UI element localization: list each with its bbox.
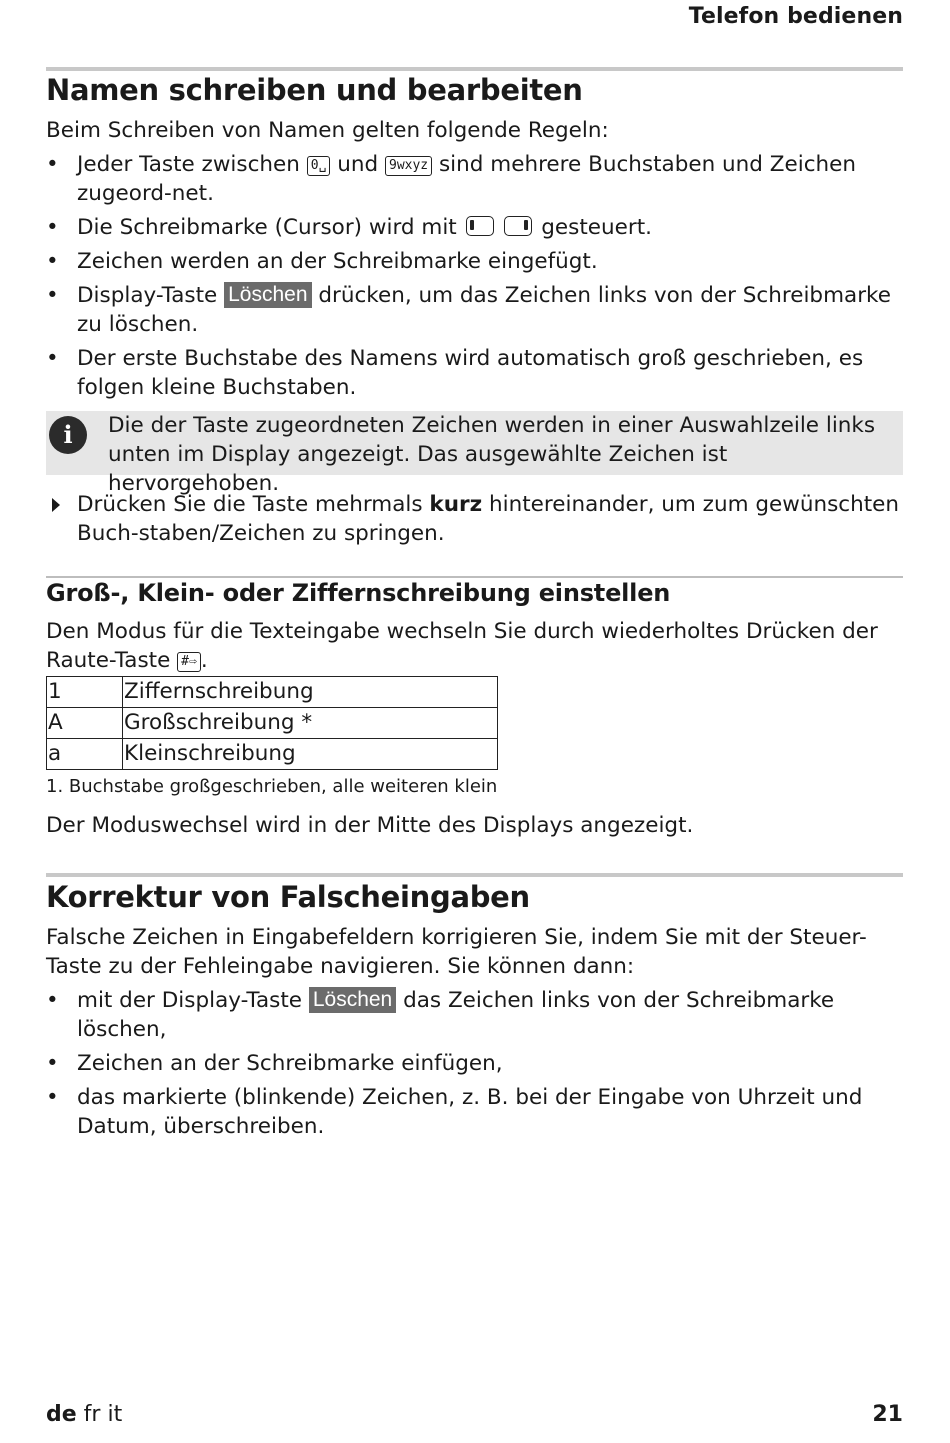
list-item: • das markierte (blinkende) Zeichen, z. B. bei der Eingabe von Uhrzeit und Datum, überschreiben.: [46, 1085, 863, 1139]
running-header: Telefon bedienen: [688, 4, 903, 29]
subsection-title: Groß-, Klein- oder Ziffernschreibung einstellen: [46, 579, 671, 607]
bullet-icon: •: [46, 346, 59, 371]
section-intro: Falsche Zeichen in Eingabefeldern korrigieren Sie, indem Sie mit der Steuer-Taste zu der Fehleingabe navigieren. Sie können dann:: [46, 925, 867, 979]
section-divider: [46, 873, 903, 877]
mode-label: Kleinschreibung: [123, 739, 498, 770]
section-title: Namen schreiben und bearbeiten: [46, 73, 583, 107]
input-mode-table: [46, 676, 498, 770]
info-icon: i: [49, 416, 87, 454]
list-item: • Zeichen an der Schreibmarke einfügen,: [46, 1051, 503, 1076]
display-key-delete: Löschen: [309, 987, 396, 1013]
bullet-icon: •: [46, 215, 59, 240]
list-item: • Zeichen werden an der Schreibmarke eingefügt.: [46, 249, 598, 274]
language-switcher: [46, 1402, 122, 1427]
correction-list: [46, 986, 903, 1146]
bullet-icon: •: [46, 152, 59, 177]
rules-list: [46, 150, 903, 407]
table-row: [47, 739, 498, 770]
language-active: de: [46, 1402, 77, 1427]
language-others: fr it: [83, 1402, 123, 1427]
info-box: [46, 411, 903, 496]
arrow-right-icon: [52, 498, 60, 512]
display-key-delete: Löschen: [224, 282, 311, 308]
table-row: [47, 708, 498, 739]
subsection-intro: Den Modus für die Texteingabe wechseln Sie durch wiederholtes Drücken der Raute-Taste #⇨ .: [46, 619, 878, 673]
section-intro: Beim Schreiben von Namen gelten folgende Regeln:: [46, 118, 609, 143]
mode-code: A: [47, 708, 123, 739]
bullet-icon: •: [46, 249, 59, 274]
table-footnote: 1. Buchstabe großgeschrieben, alle weiteren klein: [46, 776, 498, 797]
nav-left-key-icon: [466, 216, 494, 236]
nav-right-key-icon: [504, 216, 532, 236]
mode-code: a: [47, 739, 123, 770]
list-item: • Display-Taste Löschen drücken, um das Zeichen links von der Schreibmarke zu löschen.: [46, 283, 891, 337]
key-9-icon: 9wxyz: [385, 156, 432, 176]
bullet-icon: •: [46, 283, 59, 308]
list-item: • Die Schreibmarke (Cursor) wird mit gesteuert.: [46, 215, 652, 240]
section-title: Korrektur von Falscheingaben: [46, 880, 530, 914]
mode-label: Ziffernschreibung: [123, 677, 498, 708]
bullet-icon: •: [46, 1051, 59, 1076]
action-step: Drücken Sie die Taste mehrmals kurz hintereinander, um zum gewünschten Buch-staben/Zeichen zu springen.: [46, 490, 903, 548]
mode-label: Großschreibung *: [123, 708, 498, 739]
hash-key-icon: #⇨: [177, 652, 201, 672]
table-row: [47, 677, 498, 708]
list-item: • mit der Display-Taste Löschen das Zeichen links von der Schreibmarke löschen,: [46, 988, 835, 1042]
section-divider: [46, 67, 903, 71]
page-number: 21: [872, 1402, 903, 1427]
info-text: Die der Taste zugeordneten Zeichen werden in einer Auswahlzeile links unten im Display angezeigt. Das ausgewählte Zeichen ist hervorgehoben.: [108, 413, 876, 496]
list-item: • Jeder Taste zwischen 0␣ und 9wxyz sind mehrere Buchstaben und Zeichen zugeord-net.: [46, 152, 857, 206]
bullet-icon: •: [46, 1085, 59, 1110]
bullet-icon: •: [46, 988, 59, 1013]
mode-code: 1: [47, 677, 123, 708]
mode-note: Der Moduswechsel wird in der Mitte des Displays angezeigt.: [46, 813, 694, 838]
key-0-icon: 0␣: [307, 156, 331, 176]
list-item: • Der erste Buchstabe des Namens wird automatisch groß geschrieben, es folgen kleine Buchstaben.: [46, 346, 864, 400]
subsection-divider: [46, 576, 903, 578]
